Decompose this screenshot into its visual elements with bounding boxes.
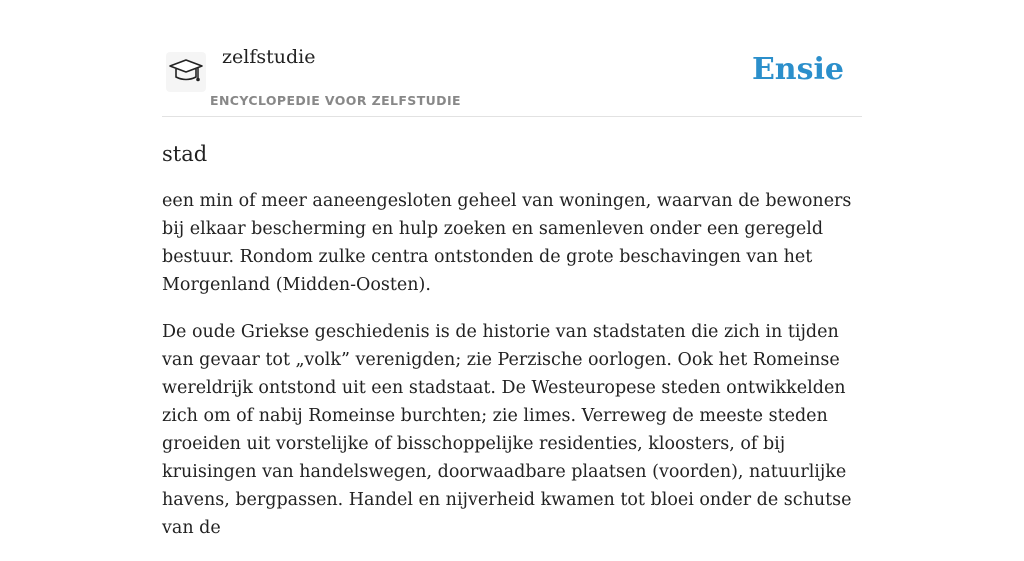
site-header	[162, 40, 862, 117]
site-subtitle: ENCYCLOPEDIE VOOR ZELFSTUDIE	[210, 93, 461, 108]
article-paragraph-1: een min of meer aaneengesloten geheel van woningen, waarvan de bewoners bij elkaar bescherming en hulp zoeken en samenleven onder een geregeld bestuur. Rondom zulke centra ontstonden de grote beschavingen van het Morgenland (Midden-Oosten).	[162, 191, 852, 295]
article-title: stad	[162, 142, 208, 166]
site-logo[interactable]	[166, 52, 206, 92]
ensie-brand-logo[interactable]: Ensie	[751, 52, 844, 87]
site-name-link[interactable]: zelfstudie	[222, 46, 316, 68]
article	[162, 138, 870, 561]
article-paragraph-2: De oude Griekse geschiedenis is de historie van stadstaten die zich in tijden van gevaar tot „volk” verenigden; zie Perzische oorlogen. Ook het Romeinse wereldrijk ontstond uit een stadstaat. De Westeuropese steden ontwikkelden zich om of nabij Romeinse burchten; zie limes. Verreweg de meeste steden groeiden uit vorstelijke of bisschoppelijke residenties, kloosters, of bij kruisingen van handelswegen, doorwaadbare plaatsen (voorden), natuurlijke havens, bergpassen. Handel en nijverheid kwamen tot bloei onder de schutse van de	[162, 322, 852, 538]
graduation-cap-icon	[168, 57, 204, 87]
